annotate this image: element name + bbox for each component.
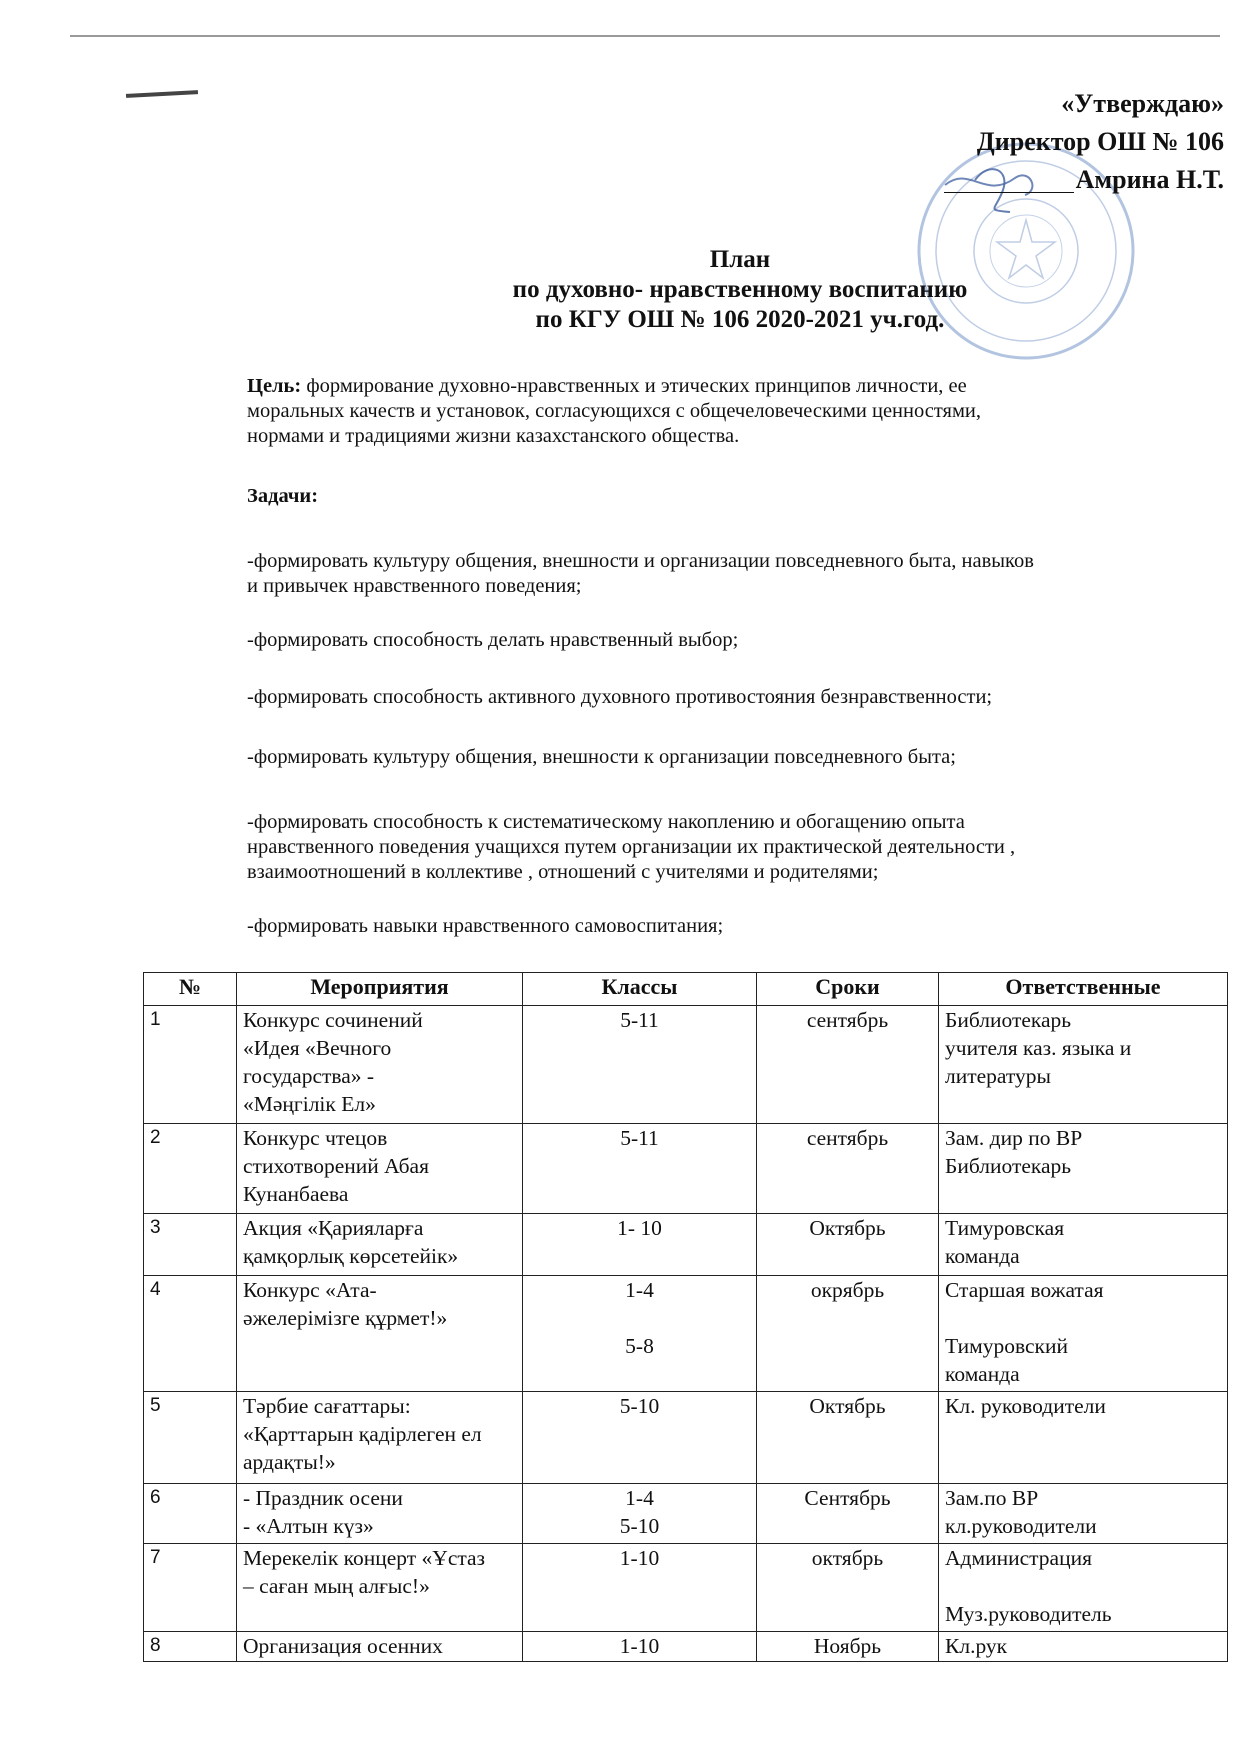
table-row [144, 1484, 1228, 1544]
row-event: - Праздник осени - «Алтын күз» [237, 1484, 523, 1544]
title-line-3: по КГУ ОШ № 106 2020-2021 уч.год. [535, 306, 945, 333]
row-dates: октябрь [757, 1544, 939, 1632]
table-row [144, 1276, 1228, 1392]
row-dates: Октябрь [757, 1392, 939, 1484]
row-event: Конкурс «Ата- әжелерімізге құрмет!» [237, 1276, 523, 1392]
row-classes: 1-10 [523, 1544, 757, 1632]
table-row [144, 1006, 1228, 1124]
task-1: -формировать культуру общения, внешности и организации повседневного быта, навыков и привычек нравственного поведения; [247, 550, 1034, 597]
goal-line-1: формирование духовно-нравственных и этических принципов личности, ее [301, 375, 967, 397]
row-classes: 1-4 5-8 [523, 1276, 757, 1392]
row-num: 3 [144, 1214, 237, 1276]
row-dates: Октябрь [757, 1214, 939, 1276]
row-dates: окрябрь [757, 1276, 939, 1392]
task-6: -формировать навыки нравственного самовоспитания; [247, 915, 724, 937]
table-row [144, 1632, 1228, 1662]
row-num: 7 [144, 1544, 237, 1632]
row-classes: 5-11 [523, 1006, 757, 1124]
approval-signatory [944, 161, 1224, 199]
row-dates: Ноябрь [757, 1632, 939, 1662]
row-num: 6 [144, 1484, 237, 1544]
row-responsible: Зам. дир по ВР Библиотекарь [939, 1124, 1228, 1214]
task-5: -формировать способность к систематическому накоплению и обогащению опыта нравственного поведения учащихся путем организации их практической деятельности , взаимоотношений в коллективе , отношений с учителями и родителями; [247, 811, 1016, 883]
row-event: Организация осенних [237, 1632, 523, 1662]
row-num: 2 [144, 1124, 237, 1214]
row-num: 4 [144, 1276, 237, 1392]
header-classes: Классы [523, 973, 757, 1006]
row-num: 5 [144, 1392, 237, 1484]
row-num: 8 [144, 1632, 237, 1662]
row-classes: 5-10 [523, 1392, 757, 1484]
goal-paragraph [247, 374, 1222, 449]
scan-mark [126, 90, 198, 98]
tasks-heading: Задачи: [247, 485, 319, 507]
task-4: -формировать культуру общения, внешности к организации повседневного быта; [247, 746, 956, 768]
row-num: 1 [144, 1006, 237, 1124]
task-3: -формировать способность активного духовного противостояния безнравственности; [247, 686, 993, 708]
task-2: -формировать способность делать нравственный выбор; [247, 629, 739, 651]
header-event: Мероприятия [237, 973, 523, 1006]
approval-name: Амрина Н.Т. [1075, 165, 1224, 194]
row-event: Акция «Қарияларға қамқорлық көрсетейік» [237, 1214, 523, 1276]
table-header-row [144, 973, 1228, 1006]
row-event: Конкурс чтецов стихотворений Абая Кунанбаева [237, 1124, 523, 1214]
row-responsible: Старшая вожатая Тимуровский команда [939, 1276, 1228, 1392]
table-row [144, 1214, 1228, 1276]
approval-position: Директор ОШ № 106 [976, 127, 1224, 156]
row-classes: 1- 10 [523, 1214, 757, 1276]
table-row [144, 1392, 1228, 1484]
row-responsible: Зам.по ВР кл.руководители [939, 1484, 1228, 1544]
goal-line-2: моральных качеств и установок, согласующихся с общечеловеческими ценностями, [247, 400, 982, 422]
document-title [360, 245, 1120, 335]
row-event: Конкурс сочинений «Идея «Вечного государства» - «Мәңгілік Ел» [237, 1006, 523, 1124]
title-line-2: по духовно- нравственному воспитанию [512, 276, 968, 303]
row-responsible: Кл.рук [939, 1632, 1228, 1662]
header-responsible: Ответственные [939, 973, 1228, 1006]
row-responsible: Кл. руководители [939, 1392, 1228, 1484]
table-row [144, 1124, 1228, 1214]
header-dates: Сроки [757, 973, 939, 1006]
row-event: Тәрбие сағаттары: «Қарттарын қадірлеген ел ардақты!» [237, 1392, 523, 1484]
approval-block [944, 85, 1224, 199]
goal-line-3: нормами и традициями жизни казахстанского общества. [247, 425, 740, 447]
row-responsible: Библиотекарь учителя каз. языка и литературы [939, 1006, 1228, 1124]
header-num: № [144, 973, 237, 1006]
row-responsible: Тимуровская команда [939, 1214, 1228, 1276]
row-dates: сентябрь [757, 1124, 939, 1214]
row-dates: Сентябрь [757, 1484, 939, 1544]
table-row [144, 1544, 1228, 1632]
row-responsible: Администрация Муз.руководитель [939, 1544, 1228, 1632]
approval-heading: «Утверждаю» [1061, 89, 1224, 118]
row-event: Мерекелік концерт «Ұстаз – саған мың алғыс!» [237, 1544, 523, 1632]
row-classes: 5-11 [523, 1124, 757, 1214]
row-classes: 1-10 [523, 1632, 757, 1662]
row-classes: 1-4 5-10 [523, 1484, 757, 1544]
goal-label: Цель: [247, 375, 302, 397]
title-line-1: План [709, 246, 771, 273]
signature-line [944, 192, 1074, 193]
row-dates: сентябрь [757, 1006, 939, 1124]
scan-edge-line [70, 35, 1220, 37]
events-table [143, 972, 1228, 1662]
